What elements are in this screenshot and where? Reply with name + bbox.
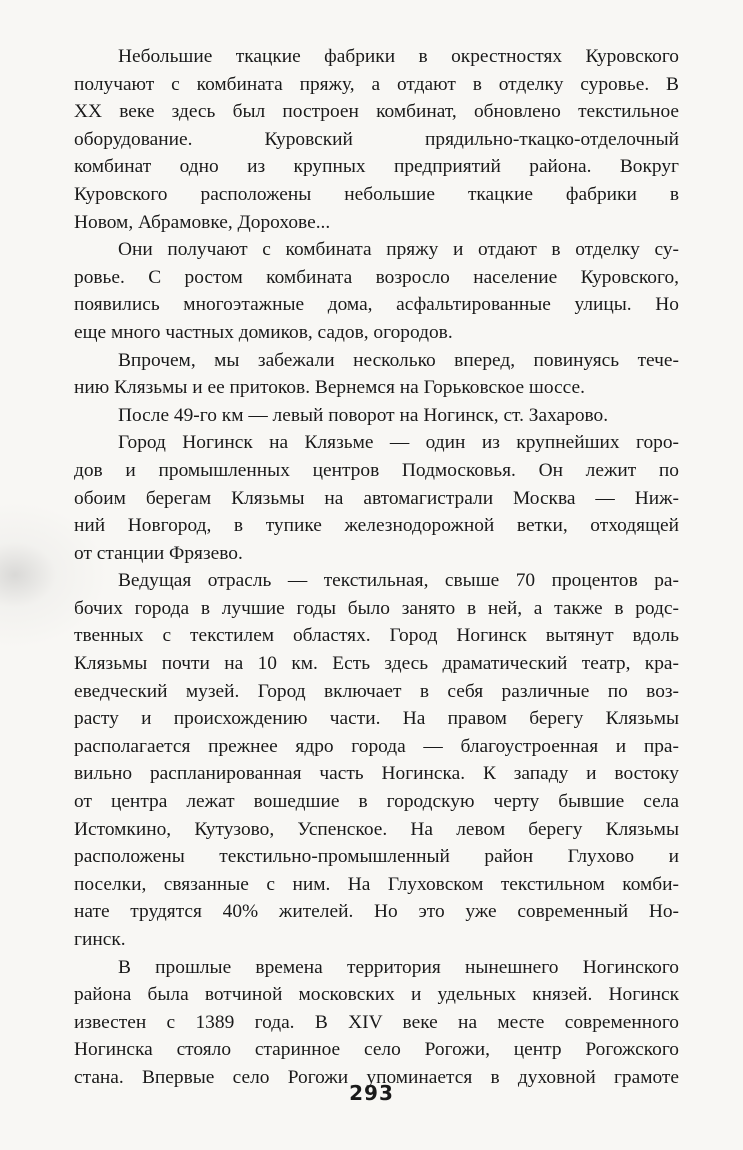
text-line: появились многоэтажные дома, асфальтированные улицы. Но (74, 294, 679, 316)
text-line: от станции Фрязево. (74, 542, 243, 564)
text-line: располагается прежнее ядро города — благоустроенная и пра- (74, 735, 679, 757)
text-line: расту и происхождению части. На правом берегу Клязьмы (74, 708, 679, 730)
text-line: стана. Впервые село Рогожи упоминается в духовной грамоте (74, 1066, 679, 1088)
text-line: Ногинска стояло старинное село Рогожи, центр Рогожского (74, 1039, 679, 1061)
text-line: района была вотчиной московских и удельных князей. Ногинск (74, 984, 679, 1006)
text-line: Впрочем, мы забежали несколько вперед, повинуясь тече- (118, 349, 679, 371)
text-line: оборудование. Куровский прядильно-ткацко-отделочный (74, 128, 679, 150)
text-line: нию Клязьмы и ее притоков. Вернемся на Горьковское шоссе. (74, 377, 585, 399)
text-line: еще много частных домиков, садов, огородов. (74, 321, 453, 343)
text-line: получают с комбината пряжу, а отдают в отделку суровье. В (74, 73, 679, 95)
paragraph (74, 954, 679, 1092)
page-number: 293 (349, 1081, 394, 1105)
text-line: После 49-го км — левый поворот на Ногинск, ст. Захарово. (118, 404, 609, 426)
text-line: Новом, Абрамовке, Дорохове... (74, 211, 331, 233)
text-line: XX веке здесь был построен комбинат, обновлено текстильное (74, 101, 679, 123)
text-line: Они получают с комбината пряжу и отдают в отделку су- (118, 239, 679, 261)
text-line: Ведущая отрасль — текстильная, свыше 70 процентов ра- (118, 570, 679, 592)
text-line: гинск. (74, 929, 126, 950)
text-line: Клязьмы почти на 10 км. Есть здесь драматический театр, кра- (74, 653, 679, 675)
paragraph (74, 402, 679, 430)
text-line: от центра лежат вошедшие в городскую черту бывшие села (74, 791, 679, 813)
text-line: ровье. С ростом комбината возросло население Куровского, (74, 266, 679, 288)
text-line: расположены текстильно-промышленный район Глухово и (74, 846, 679, 868)
paragraph (74, 236, 679, 346)
text-line: ний Новгород, в тупике железнодорожной ветки, отходящей (74, 515, 679, 537)
text-line: обоим берегам Клязьмы на автомагистрали Москва — Ниж- (74, 487, 679, 509)
text-line: твенных с текстилем областях. Город Ногинск вытянут вдоль (74, 625, 679, 647)
text-line: дов и промышленных центров Подмосковья. Он лежит по (74, 459, 679, 481)
paragraph (74, 43, 679, 236)
text-line: бочих города в лучшие годы было занято в ней, а также в родс- (74, 597, 679, 619)
paragraph (74, 429, 679, 567)
text-line: комбинат одно из крупных предприятий района. Вокруг (74, 156, 679, 178)
text-line: нате трудятся 40% жителей. Но это уже современный Но- (74, 901, 679, 923)
text-line: Истомкино, Кутузово, Успенское. На левом берегу Клязьмы (74, 818, 679, 840)
text-line: известен с 1389 года. В XIV веке на месте современного (74, 1011, 679, 1033)
text-line: Куровского расположены небольшие ткацкие фабрики в (74, 183, 679, 205)
text-line: В прошлые времена территория нынешнего Ногинского (118, 956, 679, 978)
text-line: еведческий музей. Город включает в себя различные по воз- (74, 680, 679, 702)
paragraph (74, 567, 679, 953)
paragraph (74, 347, 679, 402)
text-line: Город Ногинск на Клязьме — один из крупнейших горо- (118, 432, 679, 454)
text-line: Небольшие ткацкие фабрики в окрестностях Куровского (118, 46, 679, 67)
text-line: вильно распланированная часть Ногинска. К западу и востоку (74, 763, 679, 785)
body-text (74, 43, 679, 1092)
text-line: поселки, связанные с ним. На Глуховском текстильном комби- (74, 873, 679, 895)
